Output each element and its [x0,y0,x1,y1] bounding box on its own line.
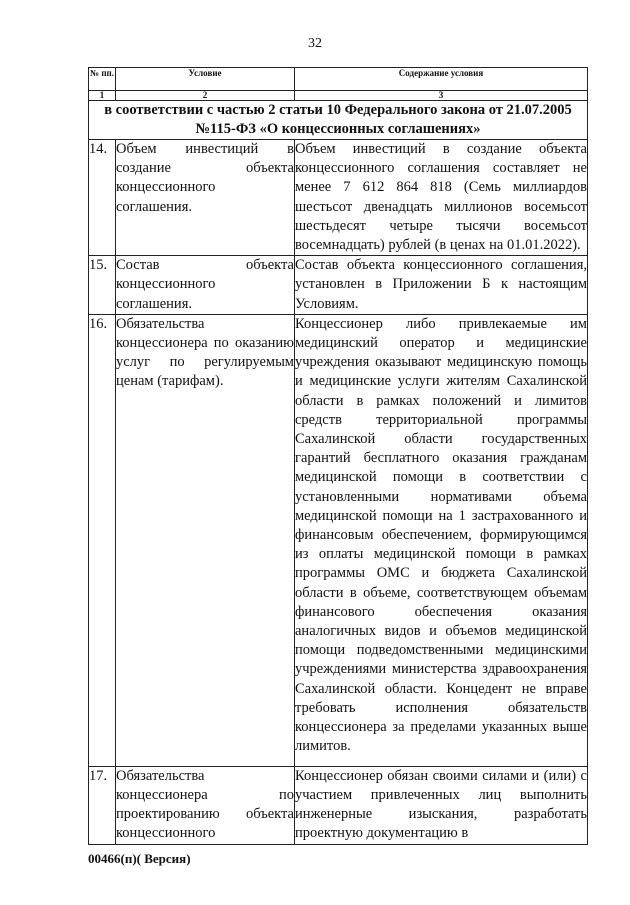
conditions-table [88,67,588,845]
header-condition: Условие [116,68,295,91]
row-number: 16. [89,314,116,766]
table-row [89,766,588,844]
table-row [89,140,588,256]
row-number: 15. [89,256,116,315]
document-footer: 00466(п)( Версия) [88,851,191,866]
column-number: 3 [295,91,588,101]
table-header-row [89,68,588,91]
section-heading: в соответствии с частью 2 статьи 10 Федерального закона от 21.07.2005 №115-ФЗ «О концессионных соглашениях» [89,101,588,140]
column-number-row [89,91,588,101]
row-number: 17. [89,766,116,844]
table-row [89,314,588,766]
header-num: № пп. [89,68,116,91]
row-condition: Обязательства концессионера по проектированию объекта концессионного [116,766,295,844]
row-condition: Объем инвестиций в создание объекта концессионного соглашения. [116,140,295,256]
row-content: Концессионер либо привлекаемые им медицинский оператор и медицинские учреждения оказывают медицинскую помощь и медицинские услуги жителям Сахалинской области в рамках положений и лимитов средств территориальной программы Сахалинской области государственных гарантий бесплатного оказания гражданам медицинской помощи в соответствии с установленными нормативами объема медицинской помощи на 1 застрахованного и финансовым обеспечением, формирующимся из оплаты медицинской помощи в рамках программы ОМС и бюджета Сахалинской области в объеме, соответствующем объемам финансового обеспечения оказания аналогичных видов и объемов медицинской помощи подведомственными медицинскими учреждениями министерства здравоохранения Сахалинской области. Концедент не вправе требовать исполнения обязательств концессионера за пределами указанных выше лимитов. [295,314,588,766]
section-heading-row [89,101,588,140]
header-content: Содержание условия [295,68,588,91]
column-number: 1 [89,91,116,101]
row-content: Объем инвестиций в создание объекта концессионного соглашения составляет не менее 7 612 864 818 (Семь миллиардов шестьсот двенадцать миллионов восемьсот шестьдесят четыре тысячи восемьсот восемнадцать) рублей (в ценах на 01.01.2022). [295,140,588,256]
page-number: 32 [308,36,322,51]
row-content: Концессионер обязан своими силами и (или) с участием привлеченных лиц выполнить инженерные изыскания, разработать проектную документацию в [295,766,588,844]
column-number: 2 [116,91,295,101]
table-row [89,256,588,315]
row-content: Состав объекта концессионного соглашения, установлен в Приложении Б к настоящим Условиям. [295,256,588,315]
row-number: 14. [89,140,116,256]
row-condition: Обязательства концессионера по оказанию услуг по регулируемым ценам (тарифам). [116,314,295,766]
row-condition: Состав объекта концессионного соглашения. [116,256,295,315]
